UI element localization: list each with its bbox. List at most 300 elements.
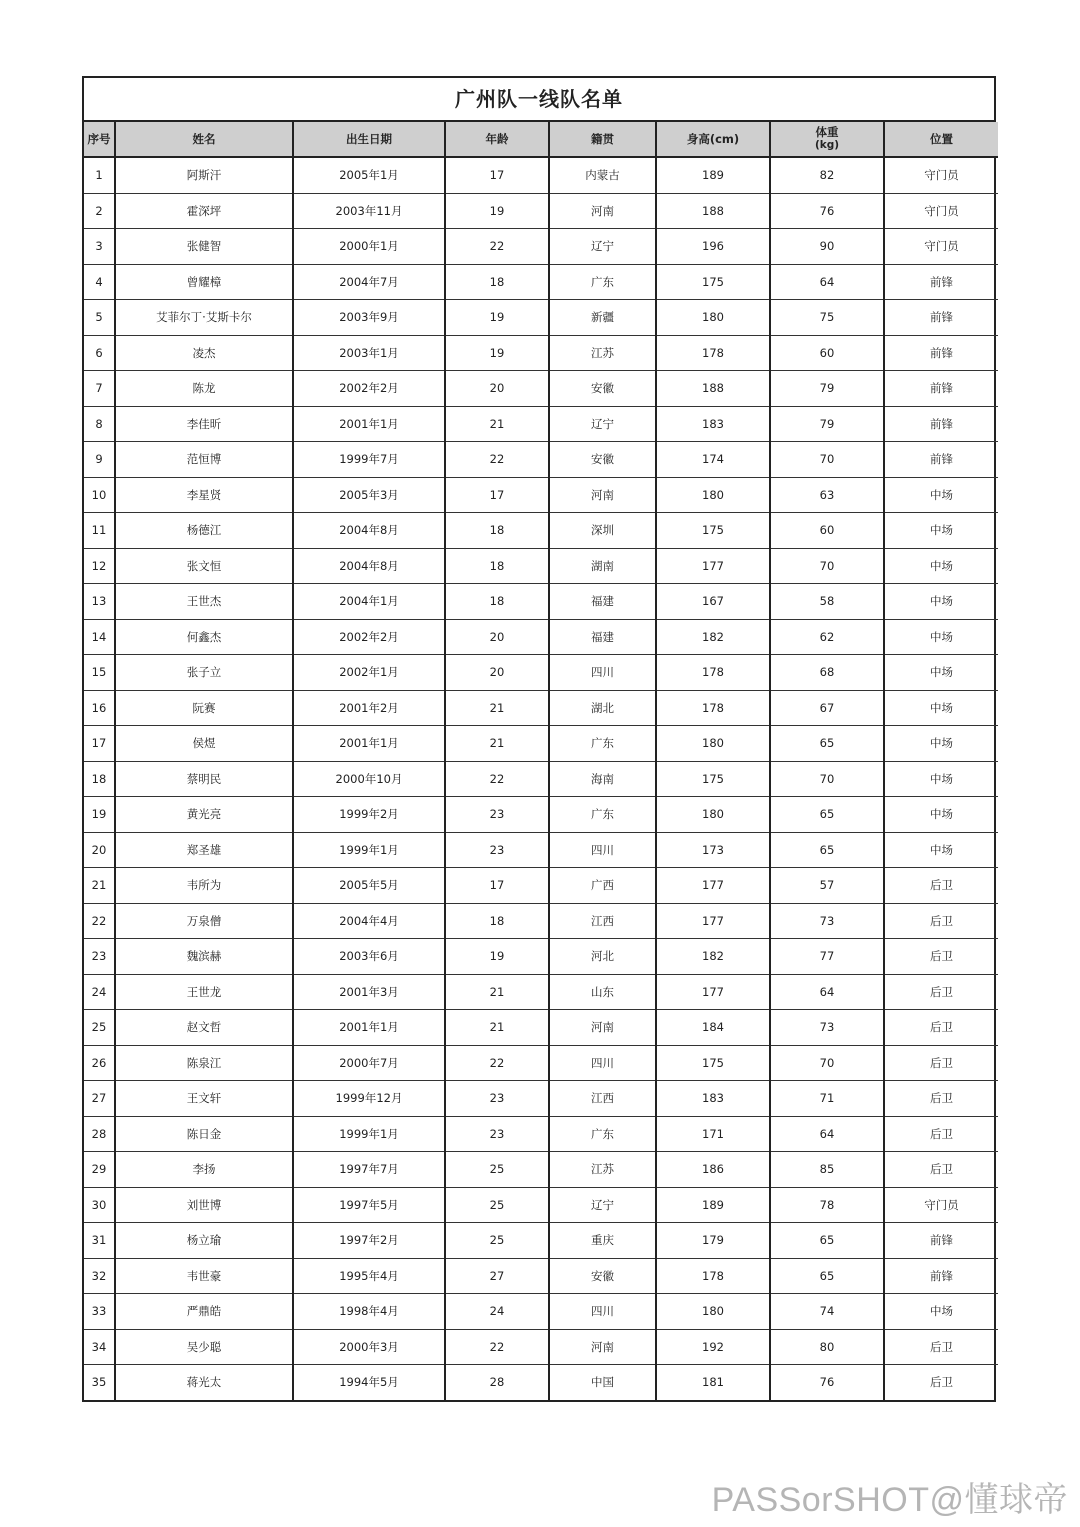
cell-age: 21 [445, 726, 549, 762]
cell-native: 福建 [549, 619, 656, 655]
cell-age: 19 [445, 193, 549, 229]
cell-height: 188 [656, 193, 770, 229]
cell-age: 18 [445, 584, 549, 620]
cell-no: 17 [84, 726, 115, 762]
cell-native: 河南 [549, 193, 656, 229]
cell-height: 178 [656, 335, 770, 371]
cell-native: 深圳 [549, 513, 656, 549]
cell-no: 9 [84, 442, 115, 478]
table-row [84, 1294, 998, 1330]
header-no: 序号 [84, 122, 115, 157]
cell-position: 中场 [884, 548, 998, 584]
cell-native: 福建 [549, 584, 656, 620]
cell-weight: 65 [770, 726, 884, 762]
cell-no: 24 [84, 974, 115, 1010]
table-row [84, 1045, 998, 1081]
cell-name: 杨德江 [115, 513, 293, 549]
cell-native: 江苏 [549, 1152, 656, 1188]
cell-age: 22 [445, 1045, 549, 1081]
cell-name: 霍深坪 [115, 193, 293, 229]
cell-name: 侯煜 [115, 726, 293, 762]
cell-birth: 2000年10月 [293, 761, 445, 797]
cell-position: 后卫 [884, 974, 998, 1010]
cell-height: 192 [656, 1329, 770, 1365]
cell-birth: 2004年4月 [293, 903, 445, 939]
cell-position: 守门员 [884, 157, 998, 193]
cell-native: 江苏 [549, 335, 656, 371]
cell-birth: 1994年5月 [293, 1365, 445, 1400]
cell-birth: 2004年7月 [293, 264, 445, 300]
cell-native: 安徽 [549, 371, 656, 407]
cell-no: 6 [84, 335, 115, 371]
cell-no: 28 [84, 1116, 115, 1152]
cell-native: 广东 [549, 726, 656, 762]
cell-native: 海南 [549, 761, 656, 797]
roster-sheet [82, 76, 996, 1402]
cell-position: 中场 [884, 619, 998, 655]
cell-height: 180 [656, 726, 770, 762]
cell-weight: 85 [770, 1152, 884, 1188]
cell-position: 前锋 [884, 406, 998, 442]
cell-height: 183 [656, 406, 770, 442]
cell-weight: 74 [770, 1294, 884, 1330]
cell-native: 四川 [549, 832, 656, 868]
cell-name: 张健智 [115, 229, 293, 265]
cell-age: 24 [445, 1294, 549, 1330]
cell-height: 188 [656, 371, 770, 407]
cell-age: 22 [445, 761, 549, 797]
cell-position: 后卫 [884, 1152, 998, 1188]
cell-no: 19 [84, 797, 115, 833]
cell-name: 刘世博 [115, 1187, 293, 1223]
cell-age: 20 [445, 655, 549, 691]
cell-birth: 1999年1月 [293, 832, 445, 868]
table-row [84, 797, 998, 833]
cell-weight: 68 [770, 655, 884, 691]
cell-height: 180 [656, 1294, 770, 1330]
cell-position: 中场 [884, 1294, 998, 1330]
cell-birth: 2001年2月 [293, 690, 445, 726]
cell-native: 辽宁 [549, 229, 656, 265]
cell-height: 175 [656, 1045, 770, 1081]
cell-age: 20 [445, 371, 549, 407]
cell-age: 21 [445, 1010, 549, 1046]
cell-position: 中场 [884, 761, 998, 797]
cell-height: 175 [656, 513, 770, 549]
cell-birth: 2004年8月 [293, 548, 445, 584]
cell-native: 河北 [549, 939, 656, 975]
cell-weight: 82 [770, 157, 884, 193]
cell-no: 11 [84, 513, 115, 549]
cell-height: 167 [656, 584, 770, 620]
table-row [84, 548, 998, 584]
cell-age: 23 [445, 832, 549, 868]
cell-weight: 58 [770, 584, 884, 620]
cell-native: 广东 [549, 1116, 656, 1152]
cell-birth: 1997年7月 [293, 1152, 445, 1188]
cell-native: 河南 [549, 1329, 656, 1365]
cell-birth: 1999年1月 [293, 1116, 445, 1152]
cell-weight: 73 [770, 903, 884, 939]
table-row [84, 1187, 998, 1223]
cell-age: 18 [445, 903, 549, 939]
cell-no: 18 [84, 761, 115, 797]
cell-height: 178 [656, 1258, 770, 1294]
header-birth: 出生日期 [293, 122, 445, 157]
cell-no: 30 [84, 1187, 115, 1223]
cell-age: 23 [445, 797, 549, 833]
cell-age: 17 [445, 477, 549, 513]
cell-height: 180 [656, 797, 770, 833]
cell-age: 19 [445, 300, 549, 336]
cell-position: 中场 [884, 655, 998, 691]
cell-name: 李星贤 [115, 477, 293, 513]
watermark: PASSorSHOT@懂球帝 [711, 1481, 1068, 1519]
cell-native: 辽宁 [549, 1187, 656, 1223]
cell-native: 河南 [549, 1010, 656, 1046]
cell-no: 15 [84, 655, 115, 691]
cell-weight: 77 [770, 939, 884, 975]
cell-birth: 2003年1月 [293, 335, 445, 371]
cell-birth: 1999年2月 [293, 797, 445, 833]
table-row [84, 1329, 998, 1365]
table-row [84, 513, 998, 549]
cell-height: 177 [656, 974, 770, 1010]
cell-no: 33 [84, 1294, 115, 1330]
cell-birth: 1998年4月 [293, 1294, 445, 1330]
cell-weight: 90 [770, 229, 884, 265]
cell-no: 3 [84, 229, 115, 265]
table-row [84, 832, 998, 868]
cell-weight: 64 [770, 974, 884, 1010]
cell-name: 万泉僧 [115, 903, 293, 939]
table-row [84, 1116, 998, 1152]
cell-birth: 1997年2月 [293, 1223, 445, 1259]
cell-no: 1 [84, 157, 115, 193]
table-row [84, 406, 998, 442]
cell-birth: 1995年4月 [293, 1258, 445, 1294]
cell-position: 后卫 [884, 1045, 998, 1081]
table-row [84, 193, 998, 229]
cell-native: 四川 [549, 1294, 656, 1330]
cell-no: 32 [84, 1258, 115, 1294]
cell-name: 张子立 [115, 655, 293, 691]
cell-birth: 2000年3月 [293, 1329, 445, 1365]
cell-name: 杨立瑜 [115, 1223, 293, 1259]
cell-native: 重庆 [549, 1223, 656, 1259]
cell-birth: 1997年5月 [293, 1187, 445, 1223]
cell-age: 25 [445, 1187, 549, 1223]
cell-name: 陈日金 [115, 1116, 293, 1152]
cell-height: 178 [656, 655, 770, 691]
cell-native: 江西 [549, 1081, 656, 1117]
cell-height: 184 [656, 1010, 770, 1046]
cell-birth: 2001年3月 [293, 974, 445, 1010]
cell-position: 前锋 [884, 264, 998, 300]
cell-birth: 1999年7月 [293, 442, 445, 478]
cell-birth: 2001年1月 [293, 726, 445, 762]
cell-weight: 65 [770, 1258, 884, 1294]
cell-birth: 2001年1月 [293, 406, 445, 442]
cell-birth: 1999年12月 [293, 1081, 445, 1117]
cell-name: 蒋光太 [115, 1365, 293, 1400]
cell-age: 17 [445, 868, 549, 904]
header-name: 姓名 [115, 122, 293, 157]
cell-no: 2 [84, 193, 115, 229]
cell-height: 179 [656, 1223, 770, 1259]
cell-no: 21 [84, 868, 115, 904]
cell-age: 22 [445, 229, 549, 265]
cell-weight: 79 [770, 406, 884, 442]
cell-weight: 73 [770, 1010, 884, 1046]
cell-name: 曾耀樟 [115, 264, 293, 300]
cell-weight: 71 [770, 1081, 884, 1117]
cell-position: 中场 [884, 797, 998, 833]
cell-no: 12 [84, 548, 115, 584]
cell-height: 177 [656, 903, 770, 939]
cell-native: 辽宁 [549, 406, 656, 442]
cell-height: 182 [656, 619, 770, 655]
cell-height: 173 [656, 832, 770, 868]
table-row [84, 726, 998, 762]
cell-height: 181 [656, 1365, 770, 1400]
header-row [84, 122, 998, 157]
cell-height: 180 [656, 477, 770, 513]
cell-no: 13 [84, 584, 115, 620]
cell-native: 湖北 [549, 690, 656, 726]
cell-age: 17 [445, 157, 549, 193]
cell-age: 18 [445, 513, 549, 549]
cell-height: 175 [656, 264, 770, 300]
cell-weight: 65 [770, 1223, 884, 1259]
cell-position: 前锋 [884, 1258, 998, 1294]
cell-birth: 2005年5月 [293, 868, 445, 904]
cell-native: 安徽 [549, 1258, 656, 1294]
table-row [84, 1365, 998, 1400]
cell-position: 中场 [884, 584, 998, 620]
table-row [84, 1081, 998, 1117]
table-row [84, 157, 998, 193]
cell-birth: 2000年1月 [293, 229, 445, 265]
cell-age: 27 [445, 1258, 549, 1294]
cell-birth: 2000年7月 [293, 1045, 445, 1081]
cell-position: 前锋 [884, 371, 998, 407]
cell-height: 175 [656, 761, 770, 797]
cell-no: 16 [84, 690, 115, 726]
cell-weight: 70 [770, 442, 884, 478]
cell-native: 江西 [549, 903, 656, 939]
cell-height: 182 [656, 939, 770, 975]
cell-weight: 60 [770, 335, 884, 371]
cell-no: 27 [84, 1081, 115, 1117]
cell-birth: 2005年1月 [293, 157, 445, 193]
table-row [84, 371, 998, 407]
cell-name: 李扬 [115, 1152, 293, 1188]
cell-height: 186 [656, 1152, 770, 1188]
cell-birth: 2005年3月 [293, 477, 445, 513]
cell-name: 严鼎皓 [115, 1294, 293, 1330]
cell-height: 189 [656, 1187, 770, 1223]
cell-name: 李佳昕 [115, 406, 293, 442]
cell-native: 四川 [549, 1045, 656, 1081]
cell-position: 后卫 [884, 1365, 998, 1400]
cell-position: 守门员 [884, 193, 998, 229]
cell-no: 31 [84, 1223, 115, 1259]
cell-position: 前锋 [884, 300, 998, 336]
cell-height: 174 [656, 442, 770, 478]
cell-native: 河南 [549, 477, 656, 513]
cell-weight: 67 [770, 690, 884, 726]
cell-weight: 65 [770, 832, 884, 868]
cell-weight: 76 [770, 1365, 884, 1400]
cell-name: 艾菲尔丁·艾斯卡尔 [115, 300, 293, 336]
table-row [84, 584, 998, 620]
cell-birth: 2004年1月 [293, 584, 445, 620]
cell-weight: 70 [770, 1045, 884, 1081]
header-weight-label: 体重 [815, 125, 839, 139]
cell-no: 34 [84, 1329, 115, 1365]
cell-age: 21 [445, 406, 549, 442]
cell-no: 7 [84, 371, 115, 407]
cell-birth: 2003年6月 [293, 939, 445, 975]
table-row [84, 939, 998, 975]
cell-name: 范恒博 [115, 442, 293, 478]
cell-no: 4 [84, 264, 115, 300]
table-row [84, 1223, 998, 1259]
cell-birth: 2004年8月 [293, 513, 445, 549]
cell-height: 177 [656, 548, 770, 584]
cell-position: 后卫 [884, 1010, 998, 1046]
cell-no: 10 [84, 477, 115, 513]
table-row [84, 1152, 998, 1188]
table-row [84, 442, 998, 478]
cell-name: 王世杰 [115, 584, 293, 620]
cell-age: 23 [445, 1116, 549, 1152]
header-position: 位置 [884, 122, 998, 157]
roster-body [84, 157, 998, 1400]
cell-birth: 2001年1月 [293, 1010, 445, 1046]
cell-no: 22 [84, 903, 115, 939]
cell-weight: 62 [770, 619, 884, 655]
cell-weight: 63 [770, 477, 884, 513]
cell-weight: 64 [770, 1116, 884, 1152]
cell-name: 韦所为 [115, 868, 293, 904]
cell-weight: 78 [770, 1187, 884, 1223]
header-native: 籍贯 [549, 122, 656, 157]
cell-age: 22 [445, 1329, 549, 1365]
cell-position: 中场 [884, 690, 998, 726]
cell-weight: 79 [770, 371, 884, 407]
cell-position: 前锋 [884, 442, 998, 478]
cell-weight: 57 [770, 868, 884, 904]
header-height: 身高(cm) [656, 122, 770, 157]
cell-height: 180 [656, 300, 770, 336]
cell-position: 守门员 [884, 229, 998, 265]
header-weight-unit: (kg) [814, 139, 840, 151]
cell-position: 后卫 [884, 1329, 998, 1365]
header-age: 年龄 [445, 122, 549, 157]
table-row [84, 655, 998, 691]
cell-position: 后卫 [884, 939, 998, 975]
cell-height: 171 [656, 1116, 770, 1152]
table-row [84, 477, 998, 513]
cell-position: 前锋 [884, 335, 998, 371]
cell-name: 张文恒 [115, 548, 293, 584]
cell-name: 陈龙 [115, 371, 293, 407]
cell-native: 广西 [549, 868, 656, 904]
cell-native: 湖南 [549, 548, 656, 584]
cell-name: 阿斯汗 [115, 157, 293, 193]
cell-position: 中场 [884, 477, 998, 513]
table-row [84, 1010, 998, 1046]
cell-name: 蔡明民 [115, 761, 293, 797]
cell-weight: 76 [770, 193, 884, 229]
table-row [84, 300, 998, 336]
cell-age: 19 [445, 939, 549, 975]
cell-no: 5 [84, 300, 115, 336]
cell-position: 中场 [884, 726, 998, 762]
cell-name: 魏滨赫 [115, 939, 293, 975]
table-row [84, 690, 998, 726]
cell-age: 21 [445, 974, 549, 1010]
cell-native: 山东 [549, 974, 656, 1010]
cell-weight: 80 [770, 1329, 884, 1365]
cell-position: 守门员 [884, 1187, 998, 1223]
table-row [84, 229, 998, 265]
cell-birth: 2002年2月 [293, 371, 445, 407]
cell-name: 何鑫杰 [115, 619, 293, 655]
roster-table [84, 122, 998, 1400]
cell-position: 中场 [884, 832, 998, 868]
cell-age: 18 [445, 264, 549, 300]
cell-position: 后卫 [884, 1116, 998, 1152]
table-row [84, 619, 998, 655]
cell-native: 内蒙古 [549, 157, 656, 193]
cell-name: 赵文哲 [115, 1010, 293, 1046]
table-row [84, 1258, 998, 1294]
cell-birth: 2002年2月 [293, 619, 445, 655]
cell-name: 王世龙 [115, 974, 293, 1010]
table-row [84, 335, 998, 371]
cell-age: 21 [445, 690, 549, 726]
cell-name: 郑圣雄 [115, 832, 293, 868]
cell-name: 阮赛 [115, 690, 293, 726]
table-row [84, 761, 998, 797]
cell-native: 广东 [549, 797, 656, 833]
cell-no: 29 [84, 1152, 115, 1188]
cell-name: 陈泉江 [115, 1045, 293, 1081]
table-row [84, 974, 998, 1010]
cell-weight: 70 [770, 761, 884, 797]
cell-age: 18 [445, 548, 549, 584]
cell-age: 25 [445, 1223, 549, 1259]
cell-weight: 70 [770, 548, 884, 584]
cell-position: 后卫 [884, 903, 998, 939]
cell-native: 新疆 [549, 300, 656, 336]
cell-weight: 65 [770, 797, 884, 833]
cell-birth: 2002年1月 [293, 655, 445, 691]
cell-height: 189 [656, 157, 770, 193]
cell-height: 177 [656, 868, 770, 904]
cell-age: 22 [445, 442, 549, 478]
header-weight [770, 122, 884, 157]
cell-age: 25 [445, 1152, 549, 1188]
cell-name: 王文轩 [115, 1081, 293, 1117]
table-row [84, 903, 998, 939]
cell-age: 19 [445, 335, 549, 371]
cell-no: 26 [84, 1045, 115, 1081]
cell-no: 20 [84, 832, 115, 868]
